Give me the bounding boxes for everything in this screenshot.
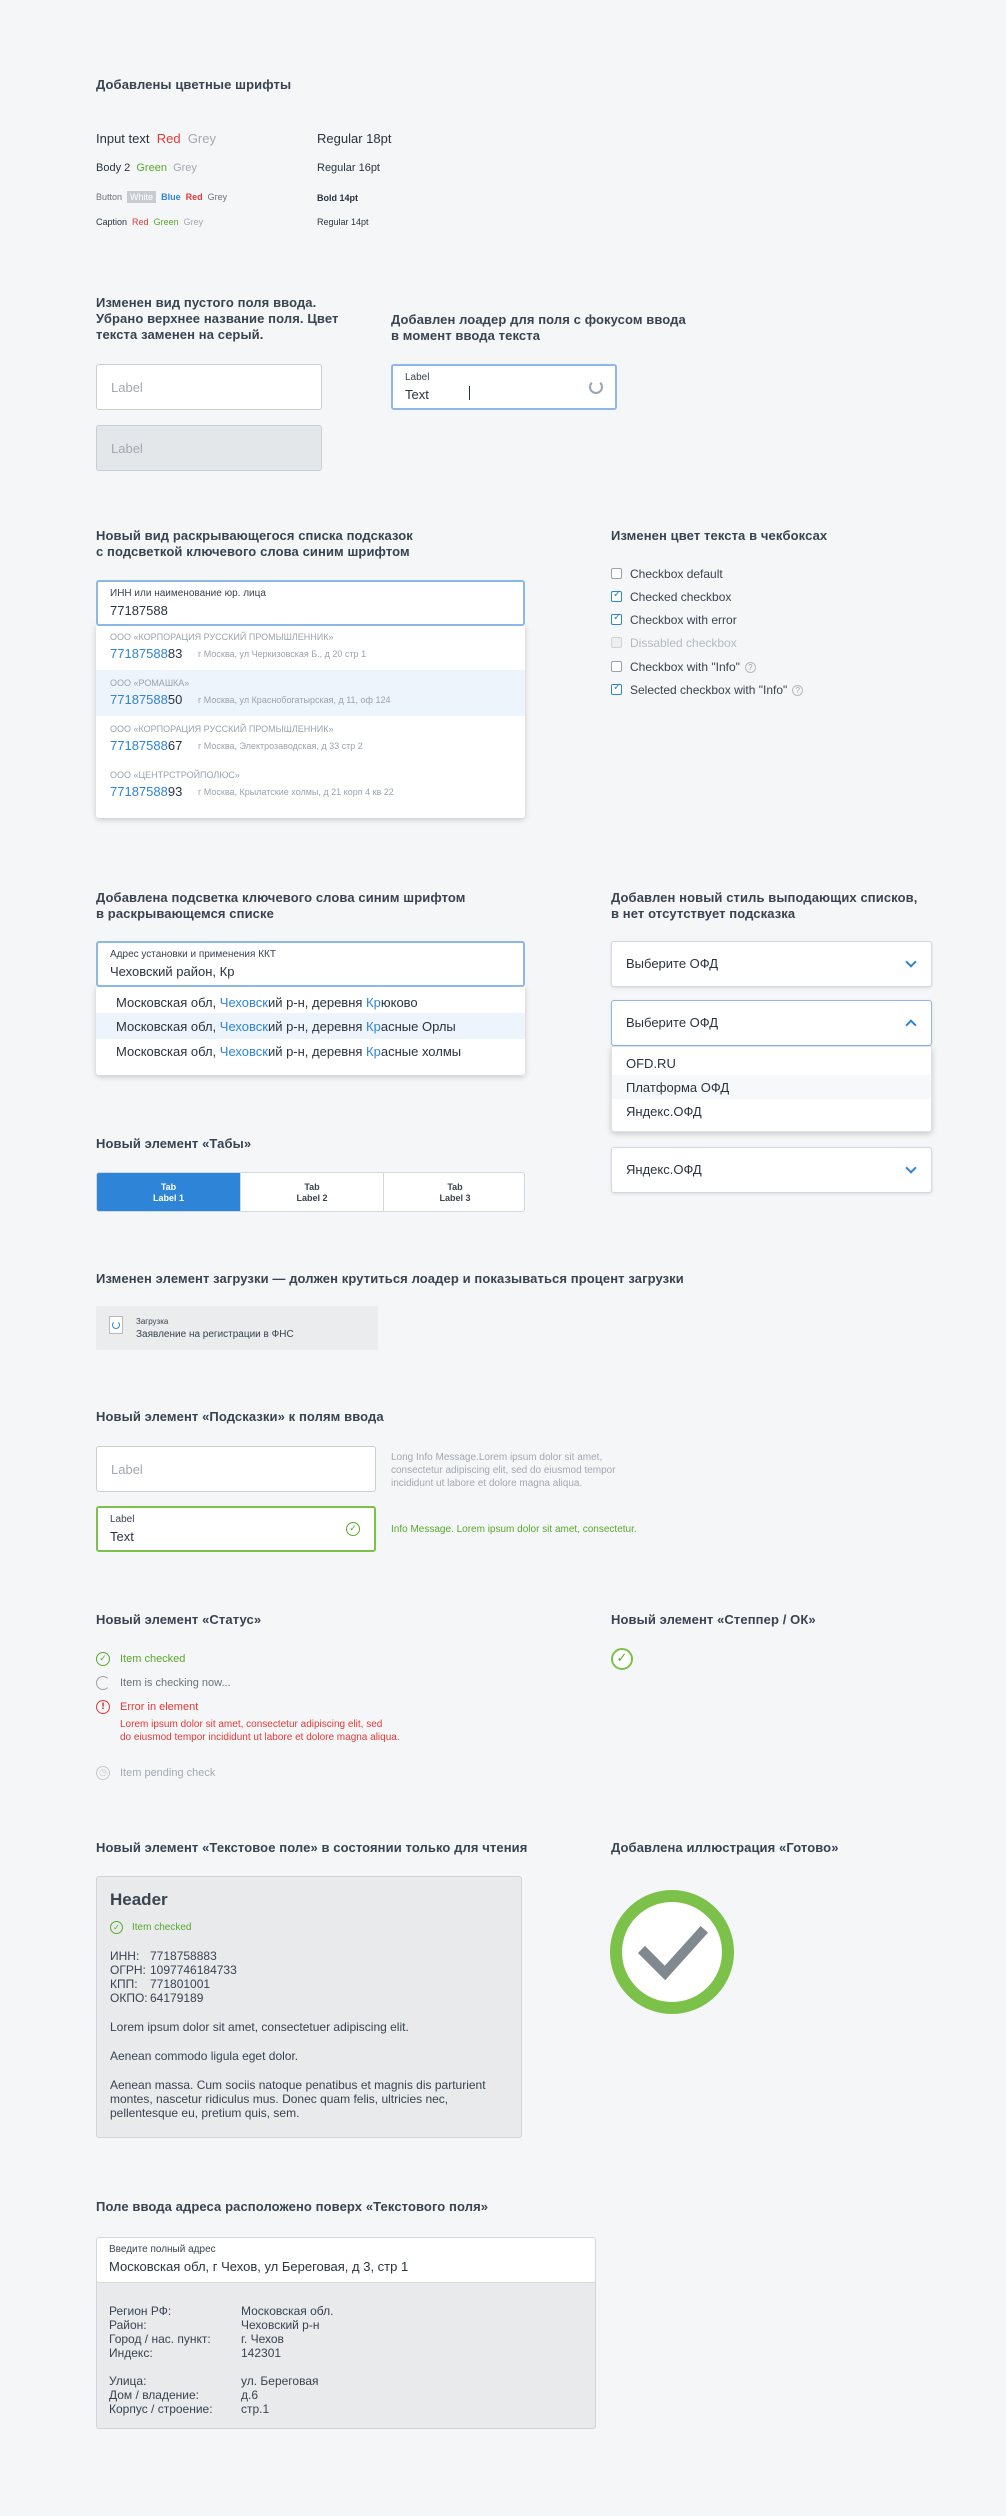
tab-label-2[interactable]: Tab Label 2	[240, 1173, 383, 1212]
section-title-stepper: Новый элемент «Степпер / ОК»	[611, 1612, 816, 1627]
tab-label-1[interactable]: Tab Label 1	[97, 1173, 240, 1212]
checkbox-label: Checked checkbox	[630, 590, 732, 604]
suggest-item[interactable]: ООО «КОРПОРАЦИЯ РУССКИЙ ПРОМЫШЛЕННИК» 7718758883 г Москва, ул Черкизовская Б., д 20 стр 1	[110, 632, 367, 661]
readonly-paragraph: Aenean massa. Cum sociis natoque penatibus et magnis dis parturient montes, nascetur ridiculus mus. Donec quam felis, ultricies nec, pellentesque eu, pretium quis, sem.	[110, 2078, 486, 2120]
font-row-button	[96, 192, 227, 202]
empty-input[interactable]	[96, 364, 322, 410]
ofd-select-closed[interactable]	[611, 941, 932, 987]
address-item[interactable]: Московская обл, Чеховский р-н, деревня Красные холмы	[116, 1044, 462, 1059]
placeholder: Label	[111, 1462, 143, 1477]
text-cursor	[469, 386, 470, 400]
valid-input[interactable]	[96, 1506, 376, 1552]
font-sample-grey: Grey	[207, 192, 228, 202]
hint-success-info: Info Message. Lorem ipsum dolor sit amet, consectetur.	[391, 1524, 637, 1535]
tab-label-3[interactable]: Tab Label 3	[383, 1173, 525, 1212]
suggest-item[interactable]: ООО «РОМАШКА» 7718758850 г Москва, ул Краснобогатырская, д 11, оф 124	[96, 670, 525, 716]
info-icon[interactable]: ?	[745, 662, 756, 673]
checkbox-disabled	[611, 637, 622, 648]
font-sample-grey: Grey	[187, 131, 216, 146]
checkbox-error[interactable]	[611, 614, 622, 625]
font-spec: Regular 16pt	[317, 162, 380, 174]
address-dropdown	[96, 985, 525, 1075]
field-value: Чеховский район, Кр	[110, 964, 235, 979]
font-row-caption	[96, 217, 203, 227]
company-search-input[interactable]	[96, 580, 525, 626]
font-sample-grey: Grey	[173, 162, 197, 174]
section-title-hints: Новый элемент «Подсказки» к полям ввода	[96, 1409, 384, 1424]
font-row-body	[96, 162, 197, 174]
checkbox-label: Checkbox default	[630, 567, 723, 581]
spinner-icon	[112, 1321, 120, 1329]
checkbox-checked[interactable]	[611, 591, 622, 602]
check-circle-icon: ✓	[96, 1652, 110, 1666]
readonly-status: Item checked	[132, 1922, 192, 1933]
checkbox-label: Checkbox with "Info" ?	[630, 660, 756, 674]
section-title-select: Добавлен новый стиль выподающих списков, в нет отсутствует подсказка	[611, 890, 918, 921]
section-title-fulladdr: Поле ввода адреса расположено поверх «Текстового поля»	[96, 2199, 489, 2214]
font-row-input	[96, 131, 216, 146]
section-title-checkboxes: Изменен цвет текста в чекбоксах	[611, 528, 828, 543]
readonly-header: Header	[110, 1890, 168, 1909]
suggest-dropdown	[96, 624, 525, 818]
select-value: Выберите ОФД	[626, 1015, 719, 1030]
chevron-up-icon	[905, 1019, 916, 1030]
field-value: Московская обл, г Чехов, ул Береговая, д 3, стр 1	[109, 2259, 409, 2274]
address-item[interactable]: Московская обл, Чеховский р-н, деревня Крюково	[116, 995, 418, 1010]
status-list	[96, 1652, 496, 1782]
select-value: Яндекс.ОФД	[626, 1162, 702, 1177]
address-item[interactable]: Московская обл, Чеховский р-н, деревня Красные Орлы	[96, 1013, 525, 1039]
readonly-paragraph: Lorem ipsum dolor sit amet, consectetuer adipiscing elit.	[110, 2020, 409, 2034]
checkbox-label: Selected checkbox with "Info" ?	[630, 683, 803, 697]
font-sample: Caption	[96, 217, 128, 227]
clock-icon: ◷	[96, 1766, 110, 1780]
font-sample-red: Red	[185, 192, 203, 202]
disabled-input	[96, 425, 322, 471]
status-pending: Item pending check	[120, 1767, 216, 1779]
upload-label: Загрузка	[136, 1317, 169, 1326]
field-label: ИНН или наименование юр. лица	[110, 588, 266, 599]
status-checked: Item checked	[120, 1653, 186, 1665]
check-circle-icon: ✓	[110, 1921, 123, 1934]
ofd-options	[611, 1046, 932, 1132]
section-title-tabs: Новый элемент «Табы»	[96, 1136, 252, 1151]
status-error-details: Lorem ipsum dolor sit amet, consectetur adipiscing elit, sed do eiusmod tempor incididunt ut labore et dolore magna aliqua.	[120, 1719, 400, 1743]
section-title-fonts: Добавлены цветные шрифты	[96, 77, 292, 92]
placeholder: Label	[111, 380, 143, 395]
section-title-loader: Добавлен лоадер для поля с фокусом ввода в момент ввода текста	[391, 312, 686, 343]
option-item[interactable]: OFD.RU	[626, 1056, 676, 1071]
option-item[interactable]: Платформа ОФД	[612, 1075, 931, 1099]
checkbox-label: Checkbox with error	[630, 613, 737, 627]
field-value: 77187588	[110, 603, 168, 618]
full-address-input[interactable]	[96, 2237, 596, 2283]
readonly-requisites: ИНН: 7718758883 ОГРН: 1097746184733 КПП: 771801001 ОКПО: 64179189	[110, 1949, 237, 2005]
field-label: Адрес установки и применения ККТ	[110, 949, 276, 960]
font-sample: Body 2	[96, 162, 131, 174]
checkbox-label: Dissabled checkbox	[630, 636, 737, 650]
section-title-done: Добавлена иллюстрация «Готово»	[611, 1840, 839, 1855]
section-title-readonly: Новый элемент «Текстовое поле» в состоянии только для чтения	[96, 1840, 528, 1855]
info-icon[interactable]: ?	[792, 685, 803, 696]
readonly-paragraph: Aenean commodo ligula eget dolor.	[110, 2049, 299, 2063]
chevron-down-icon	[905, 1162, 916, 1173]
font-spec: Regular 14pt	[317, 217, 369, 227]
font-spec: Bold 14pt	[317, 193, 359, 203]
hint-input[interactable]	[96, 1446, 376, 1492]
loader-input[interactable]	[391, 364, 617, 410]
font-spec: Regular 18pt	[317, 131, 392, 146]
font-sample-blue: Blue	[161, 192, 181, 202]
hint-long-info: Long Info Message.Lorem ipsum dolor sit amet, consectetur adipiscing elit, sed do eiusmod tempor incididunt ut labore et dolore magna aliqua.	[391, 1452, 616, 1489]
placeholder: Label	[111, 441, 143, 456]
readonly-textfield	[96, 1876, 522, 2138]
font-sample-green: Green	[153, 217, 179, 227]
ofd-select-open[interactable]	[611, 1000, 932, 1046]
section-title-upload: Изменен элемент загрузки — должен крутиться лоадер и показываться процент загрузки	[96, 1271, 684, 1286]
address-details: Регион РФ: Московская обл. Район: Чеховский р-н Город / нас. пункт: г. Чехов Индекс: 142301 Улица: ул. Береговая Дом / владение: д.6 Корпус / строение: стр.1	[109, 2304, 334, 2416]
checkbox-selected-info[interactable]	[611, 684, 622, 695]
address-textfield	[96, 2261, 596, 2429]
section-title-status: Новый элемент «Статус»	[96, 1612, 262, 1627]
chevron-down-icon	[905, 956, 916, 967]
status-checking: Item is checking now...	[120, 1677, 231, 1689]
field-label: Введите полный адрес	[109, 2244, 216, 2255]
section-title-empty: Изменен вид пустого поля ввода. Убрано верхнее название поля. Цвет текста заменен на серый.	[96, 295, 339, 342]
ofd-select-selected[interactable]	[611, 1147, 932, 1193]
upload-item[interactable]	[96, 1306, 378, 1350]
font-sample-green: Green	[136, 162, 167, 174]
font-sample: Input text	[96, 131, 150, 146]
font-sample-red: Red	[132, 217, 149, 227]
check-circle-icon: ✓	[346, 1522, 360, 1536]
section-title-suggest: Новый вид раскрывающегося списка подсказок с подсветкой ключевого слова синим шрифтом	[96, 528, 413, 559]
font-sample-grey: Grey	[183, 217, 204, 227]
option-item[interactable]: Яндекс.ОФД	[626, 1104, 702, 1119]
suggest-item[interactable]: ООО «ЦЕНТРСТРОЙПОЛЮС» 7718758893 г Москва, Крылатские холмы, д 21 корп 4 кв 22	[110, 770, 394, 799]
kkt-address-input[interactable]	[96, 941, 525, 987]
spinner-icon	[589, 380, 603, 394]
section-title-address: Добавлена подсветка ключевого слова синим шрифтом в раскрывающемся списке	[96, 890, 466, 921]
font-sample-white: White	[127, 191, 156, 203]
checkbox-default[interactable]	[611, 568, 622, 579]
field-value: Text	[405, 387, 429, 402]
upload-filename: Заявление на регистрации в ФНС	[136, 1329, 294, 1340]
suggest-item[interactable]: ООО «КОРПОРАЦИЯ РУССКИЙ ПРОМЫШЛЕННИК» 7718758867 г Москва, Электрозаводская, д 33 стр 2	[110, 724, 363, 753]
select-value: Выберите ОФД	[626, 956, 719, 971]
spinner-icon	[96, 1676, 110, 1690]
field-value: Text	[110, 1529, 134, 1544]
tabs	[96, 1172, 525, 1212]
field-label: Label	[405, 372, 430, 383]
error-icon: !	[96, 1700, 110, 1714]
stepper-ok-icon: ✓	[611, 1648, 633, 1670]
font-sample: Button	[96, 192, 123, 202]
done-circle	[616, 1896, 728, 2008]
done-illustration	[609, 1889, 735, 2015]
field-label: Label	[110, 1514, 135, 1525]
file-icon	[109, 1316, 123, 1334]
font-sample-red: Red	[156, 131, 181, 146]
checkbox-info[interactable]	[611, 661, 622, 672]
status-error: Error in element	[120, 1701, 199, 1713]
